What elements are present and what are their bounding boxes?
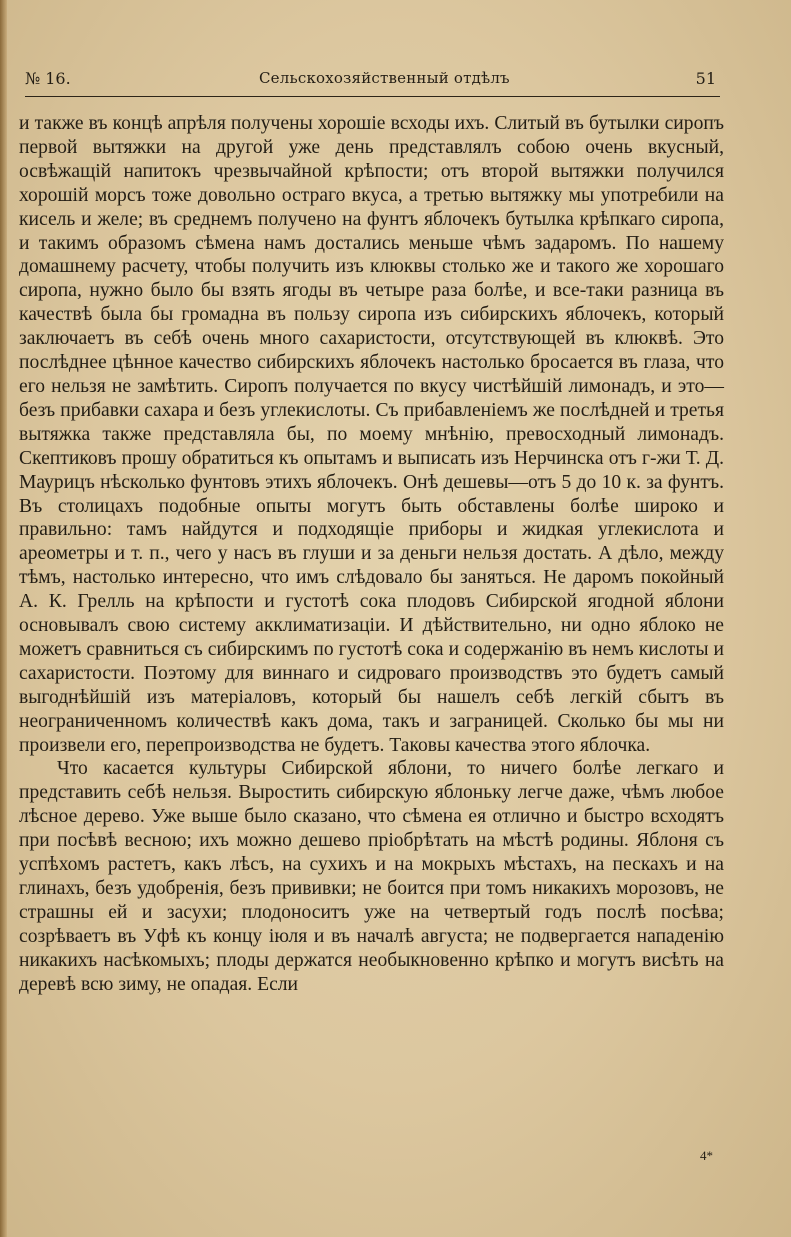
page-edge-shadow [0,0,7,1237]
signature-mark: 4* [700,1148,713,1163]
paragraph: и также въ концѣ апрѣля получены хорошіе всходы ихъ. Слитый въ бутылки сиропъ первой вытяжки на другой уже день представлялъ собою очень вкусный, освѣжащій напитокъ чрезвычайной крѣпости; отъ второй вытяжки получился хорошій морсъ тоже довольно остраго вкуса, а третью вытяжку мы употребили на кисель и желе; въ среднемъ получено на фунтъ яблочекъ бутылка крѣпкаго сиропа, и такимъ образомъ сѣмена намъ достались меньше чѣмъ задаромъ. По нашему домашнему расчету, чтобы получить изъ клюквы столько же и такого же хорошаго сиропа, нужно было бы взять ягоды въ четыре раза болѣе, и все-таки разница въ качествѣ была бы громадна въ пользу сиропа изъ сибирскихъ яблочекъ, который заключаетъ въ себѣ очень много сахаристости, отсутствующей въ клюквѣ. Это послѣднее цѣнное качество сибирскихъ яблочекъ настолько бросается въ глаза, что его нельзя не замѣтить. Сиропъ получается по вкусу чистѣйшій лимонадъ, и это—безъ прибавки сахара и безъ углекислоты. Съ прибавленіемъ же послѣдней и третья вытяжка также представляла бы, по моему мнѣнію, превосходный лимонадъ. Скептиковъ прошу обратиться къ опытамъ и выписать изъ Нерчинска отъ г-жи Т. Д. Маурицъ нѣсколько фунтовъ этихъ яблочекъ. Онѣ дешевы—отъ 5 до 10 к. за фунтъ. Въ столицахъ подобные опыты могутъ быть обставлены болѣе широко и правильно: тамъ найдутся и подходящіе приборы и жидкая углекислота и ареометры и т. п., чего у насъ въ глуши и за деньги нельзя достать. А дѣло, между тѣмъ, настолько интересно, что имъ слѣдовало бы заняться. Не даромъ покойный А. К. Грелль на крѣпости и густотѣ сока плодовъ Сибирской ягодной яблони основывалъ свою систему акклиматизаціи. И дѣйствительно, ни одно яблоко не можетъ сравниться съ сибирскимъ по густотѣ сока и содержанію въ немъ кислоты и сахаристости. Поэтому для виннаго и сидроваго производствъ это будетъ самый выгоднѣйшій изъ матеріаловъ, который бы нашелъ себѣ легкій сбытъ въ неограниченномъ количествѣ какъ дома, такъ и заграницей. Сколько бы мы ни произвели его, перепроизводства не будетъ. Таковы качества этого яблочка. [19,113,724,756]
page-number: 51 [695,69,716,88]
paragraph: Что касается культуры Сибирской яблони, то ничего болѣе легкаго и представить себѣ нельзя. Выростить сибирскую яблоньку легче даже, чѣмъ любое лѣсное дерево. Уже выше было сказано, что сѣмена ея отлично и быстро всходятъ при посѣвѣ весною; ихъ можно дешево пріобрѣтать на мѣстѣ родины. Яблоня съ успѣхомъ растетъ, какъ лѣсъ, на сухихъ и на мокрыхъ мѣстахъ, на пескахъ и на глинахъ, безъ удобренія, безъ прививки; не боится при томъ никакихъ морозовъ, не страшны ей и засухи; плодоноситъ уже на четвертый годъ послѣ посѣва; созрѣваетъ въ Уфѣ къ концу іюля и въ началѣ августа; не подвергается нападенію никакихъ насѣкомыхъ; плоды держатся необыкновенно крѣпко и могутъ висѣть на деревѣ всю зиму, не опадая. Если [19,758,724,995]
issue-number: № 16. [25,69,71,88]
running-header [25,66,720,97]
article-body [19,112,724,997]
section-title: Сельскохозяйственный отдѣлъ [259,69,510,87]
